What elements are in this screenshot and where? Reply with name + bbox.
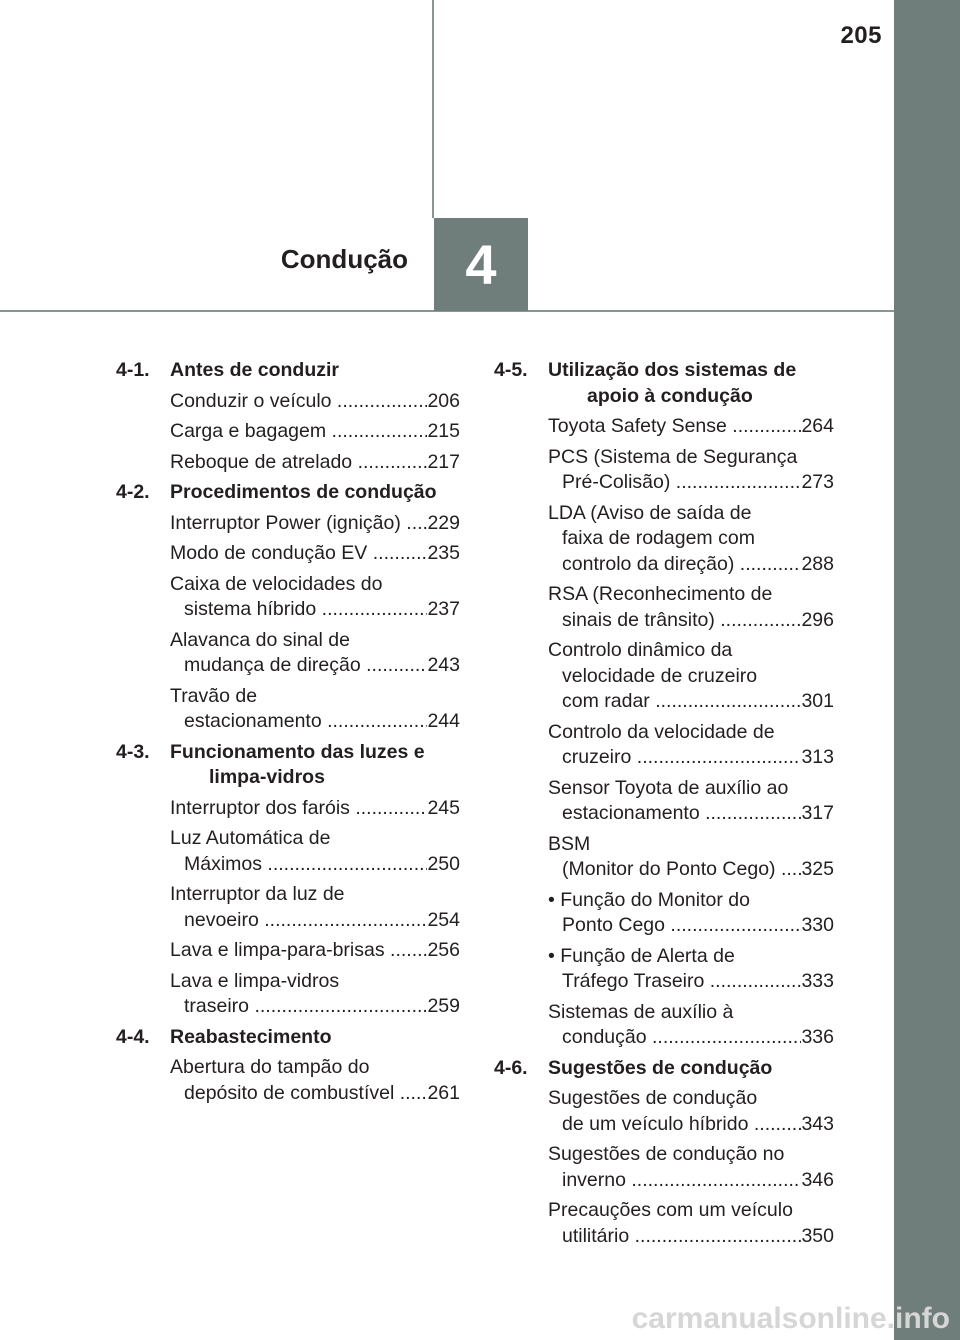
toc-entry-line [170,938,460,964]
section-title: Procedimentos de condução [170,481,437,503]
toc-entry-text: Controlo dinâmico da [548,639,733,661]
toc-entry-page: 250 [427,852,460,875]
toc-entry[interactable] [170,826,460,877]
chapter-title: Condução [280,244,408,274]
toc-entry-page: 325 [801,858,834,880]
toc-section[interactable] [494,358,834,409]
section-number: 4-3. [116,740,150,763]
toc-entry-page: 244 [427,710,460,732]
toc-entry[interactable] [548,501,834,578]
chapter-number-box [434,218,528,311]
toc-entry[interactable] [548,1000,834,1051]
toc-entry-line [548,1025,834,1051]
page-number: 205 [840,22,882,49]
toc-entry-text: Interruptor da luz de [170,883,345,905]
toc-entry[interactable] [548,944,834,995]
toc-entry-text: traseiro ..... [184,994,427,1020]
toc-entry-text: • Função do Monitor do [548,888,750,911]
toc-entry-page: 336 [801,1026,834,1048]
toc-entry-line [548,944,834,970]
toc-entry-line [170,994,460,1020]
toc-entry-line [548,720,834,746]
toc-entry-line [548,526,834,552]
toc-entry-line [170,1055,460,1081]
toc-entry-line [170,709,460,735]
toc-entry-line [170,450,460,476]
section-title: Reabastecimento [170,1025,332,1048]
toc-entry-text: Controlo da velocidade de [548,720,775,743]
section-number: 4-6. [494,1056,528,1079]
toc-entry-text: controlo da direção) ..... [562,552,801,578]
toc-entry-line [548,1168,834,1194]
toc-entry-text: Ponto Cego ..... [562,913,801,939]
toc-entry-page: 215 [427,420,460,442]
toc-section[interactable] [116,358,460,384]
toc-entry-text: Sugestões de condução no [548,1143,785,1165]
toc-entry-page: 313 [801,746,834,768]
section-title: Antes de conduzir [170,359,340,381]
toc-entry-line [170,389,460,415]
toc-entry-text: depósito de combustível ..... [184,1081,427,1107]
toc-entry-text: Reboque de atrelado ..... [170,450,427,476]
toc-entry[interactable] [170,1055,460,1106]
section-title: Utilização dos sistemas de apoio à condução [548,359,797,407]
toc-entry-page: 343 [801,1112,834,1135]
toc-entry[interactable] [170,628,460,679]
toc-entry-text: BSM [548,832,591,855]
toc-entry-line [548,1224,834,1250]
toc-entry[interactable] [548,1142,834,1193]
section-title: Sugestões de condução [548,1056,773,1079]
toc-entry-line [170,419,460,445]
toc-entry[interactable] [548,638,834,715]
toc-entry-line [548,1112,834,1138]
toc-entry-line [170,541,460,567]
toc-entry[interactable] [548,582,834,633]
toc-entry-text: Precauções com um veículo [548,1199,793,1221]
toc-entry-page: 301 [801,690,834,712]
toc-section[interactable] [116,740,460,791]
toc-entry-page: 346 [801,1168,834,1191]
toc-entry-line [548,1198,834,1224]
toc-entry-line [170,511,460,537]
toc-entry-page: 317 [801,802,834,824]
toc-entry-text: Caixa de velocidades do [170,572,383,595]
toc-entry-text: Interruptor dos faróis ..... [170,796,427,822]
toc-entry[interactable] [548,414,834,440]
toc-entry-text: estacionamento ..... [562,801,801,827]
toc-entry-page: 243 [427,654,460,676]
toc-entry-text: Interruptor Power (ignição) ..... [170,511,427,537]
toc-entry-text: Lava e limpa-para-brisas ..... [170,938,427,964]
toc-entry-page: 273 [801,471,834,493]
section-title: Funcionamento das luzes e limpa-vidros [170,740,425,788]
toc-entry-page: 217 [427,450,460,473]
toc-entry[interactable] [170,882,460,933]
toc-entry-text: de um veículo híbrido ..... [562,1112,801,1138]
toc-entry-page: 296 [801,608,834,631]
toc-entry[interactable] [170,684,460,735]
toc-entry-line [548,470,834,496]
toc-entry-line [170,653,460,679]
toc-entry-text: velocidade de cruzeiro [562,664,758,687]
toc-entry-page: 333 [801,970,834,992]
toc-entry-text: cruzeiro ..... [562,745,801,771]
toc-entry-page: 288 [801,552,834,575]
toc-entry-text: Lava e limpa-vidros [170,969,340,992]
toc-entry-text: nevoeiro ..... [184,908,427,934]
toc-entry[interactable] [170,938,460,964]
toc-entry-line [548,414,834,440]
toc-entry-text: Pré-Colisão) ..... [562,470,801,496]
toc-entry-text: Máximos ..... [184,852,427,878]
chapter-number: 4 [465,233,497,296]
toc-entry-text: inverno ..... [562,1168,801,1194]
toc-entry-text: sistema híbrido ..... [184,597,427,623]
toc-entry-line [548,1000,834,1026]
toc-entry-line [170,969,460,995]
toc-entry-line [548,445,834,471]
toc-entry-page: 206 [427,389,460,412]
toc-entry-page: 229 [427,511,460,534]
toc-entry-line [548,857,834,883]
toc-entry-text: Luz Automática de [170,827,331,849]
toc-entry-line [170,628,460,654]
toc-section[interactable] [116,1025,460,1051]
toc-entry-text: Toyota Safety Sense ..... [548,414,801,440]
toc-entry-text: Sensor Toyota de auxílio ao [548,776,789,799]
toc-entry-text: • Função de Alerta de [548,944,735,967]
toc-entry-page: 237 [427,598,460,620]
toc-section[interactable] [116,480,460,506]
section-number: 4-5. [494,359,528,381]
toc-entry-line [548,832,834,858]
toc-entry[interactable] [548,832,834,883]
watermark: carmanualsonline.info [631,1302,950,1335]
toc-entry[interactable] [170,511,460,537]
toc-entry-line [170,882,460,908]
toc-entry-page: 235 [427,542,460,564]
toc-entry-text: Travão de [170,684,258,707]
toc-entry-line [548,969,834,995]
toc-entry-text: RSA (Reconhecimento de [548,583,773,605]
toc-entry[interactable] [548,888,834,939]
toc-column-left [116,358,460,1111]
toc-entry[interactable] [548,1086,834,1137]
toc-entry-line [548,501,834,527]
toc-entry-line [170,796,460,822]
toc-entry-page: 256 [427,939,460,961]
toc-entry-line [170,1081,460,1107]
toc-entry-line [548,801,834,827]
toc-entry-text: LDA (Aviso de saída de [548,501,752,524]
toc-entry-text: PCS (Sistema de Segurança [548,445,798,468]
chapter-sidebar-tab [894,0,960,1340]
toc-entry[interactable] [170,389,460,415]
toc-entry[interactable] [170,419,460,445]
toc-entry-text: faixa de rodagem com [562,527,755,549]
toc-entry-page: 350 [801,1224,834,1247]
toc-entry[interactable] [170,541,460,567]
toc-entry-line [170,684,460,710]
header-vertical-rule [432,0,434,218]
section-number: 4-2. [116,481,150,503]
toc-entry-line [548,1086,834,1112]
toc-entry-page: 261 [427,1081,460,1104]
toc-entry-line [548,913,834,939]
toc-entry-page: 245 [427,796,460,819]
toc-section[interactable] [494,1056,834,1082]
toc-entry-line [548,664,834,690]
toc-entry-line [170,908,460,934]
toc-entry[interactable] [548,776,834,827]
toc-entry[interactable] [548,720,834,771]
toc-entry-text: Abertura do tampão do [170,1056,370,1078]
toc-entry-page: 264 [801,415,834,437]
toc-entry-text: Carga e bagagem ..... [170,419,427,445]
toc-entry-page: 254 [427,908,460,931]
toc-entry-line [170,852,460,878]
toc-column-right [494,358,834,1254]
toc-entry-line [548,608,834,634]
toc-entry-line [548,888,834,914]
toc-entry-text: Sistemas de auxílio à [548,1000,734,1023]
toc-entry-line [170,572,460,598]
toc-entry-text: Alavanca do sinal de [170,628,350,651]
toc-entry-text: Modo de condução EV ..... [170,541,427,567]
toc-entry[interactable] [170,450,460,476]
toc-entry-line [548,1142,834,1168]
toc-entry-line [170,597,460,623]
section-number: 4-4. [116,1025,150,1048]
toc-entry-text: com radar ..... [562,689,801,715]
toc-entry[interactable] [170,796,460,822]
toc-entry-text: Conduzir o veículo ..... [170,389,427,415]
toc-entry-page: 259 [427,995,460,1017]
toc-entry-line [548,638,834,664]
toc-entry[interactable] [548,1198,834,1249]
toc-entry[interactable] [170,969,460,1020]
toc-entry-text: condução ..... [562,1025,801,1051]
section-number: 4-1. [116,359,150,381]
toc-entry[interactable] [548,445,834,496]
toc-entry-page: 330 [801,914,834,936]
toc-entry-text: Tráfego Traseiro ..... [562,969,801,995]
toc-entry-text: estacionamento ..... [184,709,427,735]
toc-entry-text: sinais de trânsito) ..... [562,608,801,634]
toc-entry[interactable] [170,572,460,623]
toc-entry-text: (Monitor do Ponto Cego) ..... [562,857,801,883]
toc-entry-line [548,582,834,608]
toc-entry-line [548,745,834,771]
toc-entry-text: utilitário ..... [562,1224,801,1250]
toc-entry-line [548,776,834,802]
toc-entry-line [548,689,834,715]
toc-entry-line [170,826,460,852]
toc-entry-line [548,552,834,578]
toc-entry-text: mudança de direção ..... [184,653,427,679]
toc-entry-text: Sugestões de condução [548,1087,758,1109]
